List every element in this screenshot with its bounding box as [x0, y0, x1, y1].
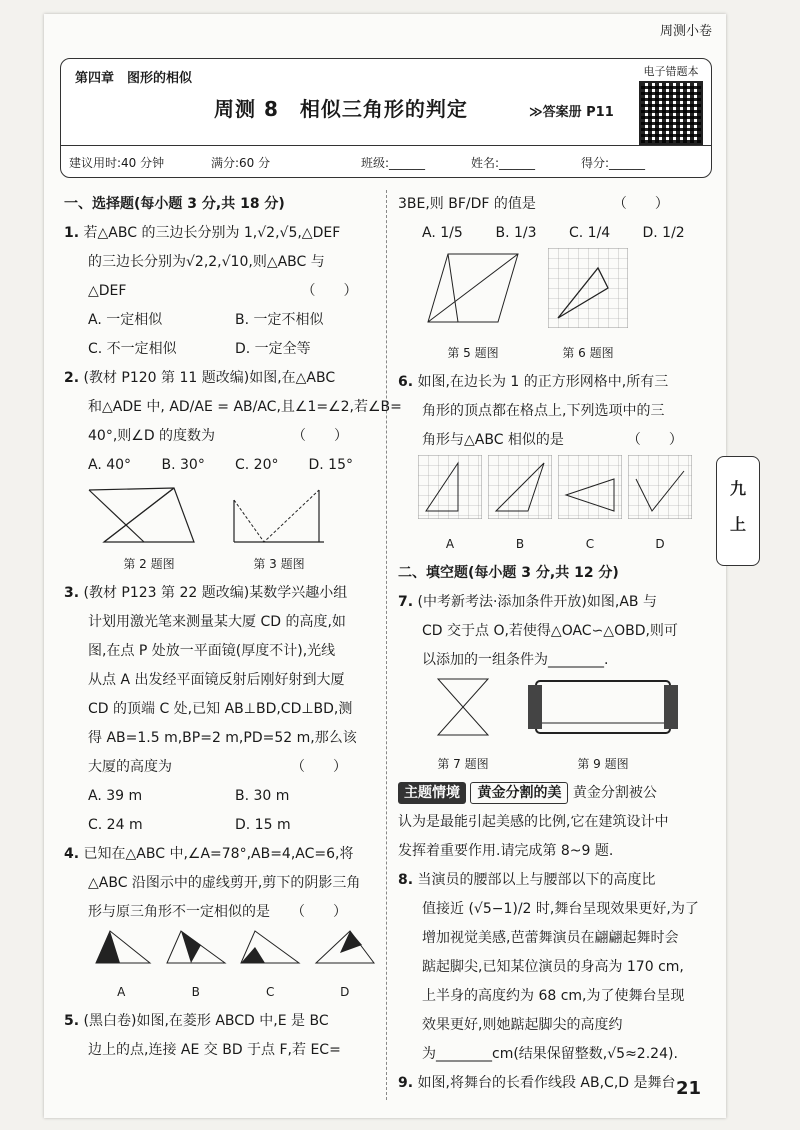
- q4-figures: A B C D: [64, 927, 382, 1007]
- figure-6-grid: [548, 248, 628, 328]
- question-8: 8. 当演员的腰部以上与腰部以下的高度比: [398, 872, 656, 888]
- info-row: [61, 145, 711, 176]
- score-field: 得分:______: [581, 156, 646, 170]
- answer-reference: ≫答案册 P11: [529, 105, 614, 120]
- name-field: 姓名:______: [471, 156, 536, 170]
- figure-3-caption: 第 3 题图: [253, 557, 305, 571]
- qr-area: [635, 63, 707, 147]
- question-7: 7. (中考新考法·添加条件开放)如图,AB 与: [398, 594, 657, 610]
- q4-figure-a: [86, 927, 156, 967]
- full-score: 满分:60 分: [211, 156, 271, 170]
- figure-5-rhombus: [418, 248, 528, 328]
- column-divider: [386, 190, 387, 1100]
- q6-grid-d: [628, 455, 692, 519]
- q6-grid-b: [488, 455, 552, 519]
- theme-name: 黄金分割的美: [470, 782, 568, 804]
- figure-3-mirror: [224, 480, 334, 550]
- q4-figure-d: [310, 927, 380, 967]
- figures-2-3: [64, 480, 382, 579]
- chapter-title: 第四章 图形的相似: [75, 71, 193, 86]
- question-9: 9. 如图,将舞台的长看作线段 AB,C,D 是舞台: [398, 1075, 676, 1091]
- figure-7-hourglass: [428, 675, 498, 739]
- question-3: 3. (教材 P123 第 22 题改编)某数学兴趣小组: [64, 585, 348, 601]
- section-fill-title: 二、填空题(每小题 3 分,共 12 分): [398, 565, 619, 581]
- q6-grid-a: [418, 455, 482, 519]
- theme-intro: 主题情境 黄金分割的美 黄金分割被公: [398, 779, 716, 808]
- section-choice-title: 一、选择题(每小题 3 分,共 18 分): [64, 196, 285, 212]
- worksheet-page: [44, 14, 726, 1118]
- question-5: 5. (黑白卷)如图,在菱形 ABCD 中,E 是 BC: [64, 1013, 329, 1029]
- question-2: 2. (教材 P120 第 11 题改编)如图,在△ABC: [64, 370, 336, 386]
- qr-code-icon[interactable]: [639, 81, 703, 145]
- header-box: [60, 58, 712, 178]
- left-column: 一、选择题(每小题 3 分,共 18 分) 1. 若△ABC 的三边长分别为 1,√2,√5,△DEF 的三边长分别为√2,2,√10,则△ABC 与 △DEF （ ） A. 一定相似 B. 一定不相似 C. 不一定相似 D. 一定全等 2. (教材 P120 第 11 题改编)如图,在△ABC 和△ADE 中, AD/AE = AB/AC,且∠1=∠2,若∠B= 40°,则∠D 的度数为 （ ） A. 40° B. 30° C. 20° D. 15° 第 2 题图 第 3 题图 3. (教材 P123 第 22 题改编)某数学兴趣小组 计划用激光笔来测量某大厦 CD 的高度,如 图,在点 P 处放一平面镜(厚度不计),光线 从点 A 出发经平面镜反射后刚好射到大厦 CD 的顶端 C 处,已知 AB⊥BD,CD⊥BD,测 得 AB=1.5 m,BP=2 m,PD=52 m,那么该 大厦的高度为 （ ） A. 39 m B. 30 m C. 24 m D. 15 m 4. 已知在△ABC 中,∠A=78°,AB=4,AC=6,将 △ABC 沿图示中的虚线剪开,剪下的阴影三角 形与原三角形不一定相似的是 （ ） A B C D 5. (黑白卷)如图,在菱形 ABCD 中,E 是 BC 边上的点,连接 AE 交 BD 于点 F,若 EC=: [64, 190, 382, 1065]
- theme-tag: 主题情境: [398, 782, 466, 804]
- figures-5-6: 第 5 题图 第 6 题图: [398, 248, 716, 368]
- figure-2-caption: 第 2 题图: [123, 557, 175, 571]
- suggested-time: 建议用时:40 分钟: [69, 156, 165, 170]
- question-6: 6. 如图,在边长为 1 的正方形网格中,所有三: [398, 374, 669, 390]
- q4-figure-b: [161, 927, 231, 967]
- page-number: 21: [676, 1078, 702, 1099]
- right-column: 3BE,则 BF/DF 的值是 （ ） A. 1/5 B. 1/3 C. 1/4 D. 1/2 第 5 题图 第 6 题图 6. 如图,在边长为 1 的正方形网格中,所有三 角形的顶点都在格点上,下列选项中的三 角形与△ABC 相似的是 （ ） A B C D 二、填空题(每小题 3 分,共 12 分) 7. (中考新考法·添加条件开放)如图,AB 与 CD 交于点 O,若使得△OAC∽△OBD,则可 以添加的一组条件为________. 第 7 题图 第 9 题图 主题情境 黄金分割的美 黄金分割被公 认为是最能引起美感的比例,它在建筑设计中 发挥着重要作用.请完成第 8~9 题. 8. 当演员的腰部以上与腰部以下的高度比 值接近 (√5−1)/2 时,舞台呈现效果更好,为了 增加视觉美感,芭蕾舞演员在翩翩起舞时会 踮起脚尖,已知某位演员的身高为 170 cm, 上半身的高度约为 68 cm,为了使舞台呈现 效果更好,则她踮起脚尖的高度约 为________cm(结果保留整数,√5≈2.24). 9. 如图,将舞台的长看作线段 AB,C,D 是舞台: [398, 190, 716, 1098]
- question-4: 4. 已知在△ABC 中,∠A=78°,AB=4,AC=6,将: [64, 846, 354, 862]
- class-field: 班级:______: [361, 156, 426, 170]
- qr-label: 电子错题本: [643, 65, 699, 78]
- q2-options: A. 40° B. 30° C. 20° D. 15°: [88, 457, 353, 473]
- figure-9-stage: [528, 675, 678, 739]
- page-title: 周测 8 相似三角形的判定: [214, 97, 468, 121]
- figures-7-9: 第 7 题图 第 9 题图: [398, 675, 716, 779]
- grade-side-tab: 九 上: [716, 456, 760, 566]
- question-5-cont: 3BE,则 BF/DF 的值是 （ ）: [398, 196, 669, 212]
- q1-options: A. 一定相似 B. 一定不相似: [88, 312, 324, 328]
- q3-options: A. 39 m B. 30 m: [88, 788, 290, 804]
- top-tag: 周测小卷: [659, 24, 712, 39]
- q6-grids: A B C D: [398, 455, 716, 559]
- q4-figure-c: [235, 927, 305, 967]
- figure-2-triangles: [84, 480, 214, 550]
- q6-grid-c: [558, 455, 622, 519]
- question-1: 1. 若△ABC 的三边长分别为 1,√2,√5,△DEF: [64, 225, 341, 241]
- q5-options: A. 1/5 B. 1/3 C. 1/4 D. 1/2: [422, 225, 685, 241]
